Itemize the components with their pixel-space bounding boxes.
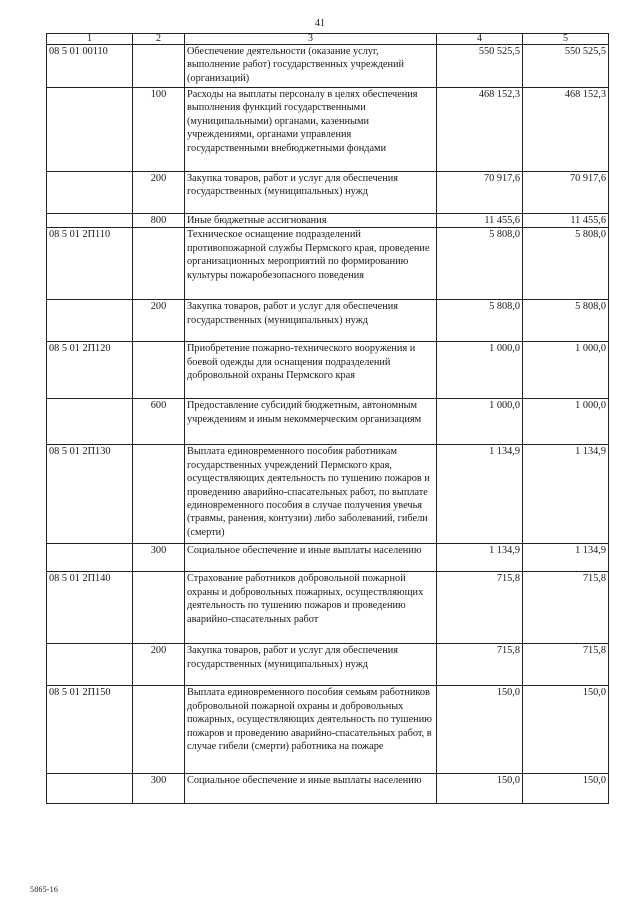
name-cell: Расходы на выплаты персоналу в целях обеспечения выполнения функций государственными (муниципальными) органами, казенными учреждениями, органами управления государственными внебюджетными фондами — [185, 88, 437, 172]
amount-cell-col4: 468 152,3 — [437, 88, 523, 172]
table-row — [47, 300, 609, 342]
expense-type-cell: 100 — [133, 88, 185, 172]
name-cell: Приобретение пожарно-технического вооружения и боевой одежды для оснащения подразделений добровольной охраны Пермского края — [185, 342, 437, 399]
expense-type-cell — [133, 45, 185, 88]
table-row — [47, 214, 609, 228]
name-cell: Закупка товаров, работ и услуг для обеспечения государственных (муниципальных) нужд — [185, 172, 437, 214]
name-cell: Страхование работников добровольной пожарной охраны и добровольных пожарных, осуществляющих деятельность по тушению пожаров и проведению аварийно-спасательных работ — [185, 572, 437, 644]
expense-type-cell: 200 — [133, 644, 185, 686]
amount-cell-col5: 11 455,6 — [523, 214, 609, 228]
name-cell: Техническое оснащение подразделений противопожарной службы Пермского края, проведение организационных мероприятий по формированию культуры пожаробезопасного поведения — [185, 228, 437, 300]
target-code-cell: 08 5 01 2П140 — [47, 572, 133, 644]
table-header — [47, 34, 609, 45]
amount-cell-col4: 715,8 — [437, 644, 523, 686]
table-row — [47, 774, 609, 804]
expense-type-cell — [133, 686, 185, 774]
name-cell: Обеспечение деятельности (оказание услуг, выполнение работ) государственных учреждений (организаций) — [185, 45, 437, 88]
amount-cell-col4: 1 134,9 — [437, 544, 523, 572]
header-row — [47, 34, 609, 45]
target-code-cell: 08 5 01 00110 — [47, 45, 133, 88]
amount-cell-col4: 5 808,0 — [437, 300, 523, 342]
target-code-cell: 08 5 01 2П150 — [47, 686, 133, 774]
table-row — [47, 544, 609, 572]
amount-cell-col5: 468 152,3 — [523, 88, 609, 172]
table-row — [47, 399, 609, 445]
expense-type-cell: 300 — [133, 544, 185, 572]
header-col-1: 1 — [47, 34, 133, 45]
table-row — [47, 572, 609, 644]
name-cell: Иные бюджетные ассигнования — [185, 214, 437, 228]
table-row — [47, 88, 609, 172]
amount-cell-col4: 550 525,5 — [437, 45, 523, 88]
name-cell: Закупка товаров, работ и услуг для обеспечения государственных (муниципальных) нужд — [185, 644, 437, 686]
expense-type-cell — [133, 228, 185, 300]
header-col-4: 4 — [437, 34, 523, 45]
name-cell: Выплата единовременного пособия работникам государственных учреждений Пермского края, осуществляющих деятельность по тушению пожаров и проведению аварийно-спасательных работ, по выплате единовременного пособия в случае получения увечья (травмы, ранения, контузии) либо заболеваний, гибели (смерти) — [185, 445, 437, 544]
name-cell: Выплата единовременного пособия семьям работников добровольной пожарной охраны и добровольных пожарных, осуществляющих деятельность по тушению пожаров и проведению аварийно-спасательных работ, в случае гибели (смерти) работника на пожаре — [185, 686, 437, 774]
expense-type-cell: 200 — [133, 172, 185, 214]
amount-cell-col4: 11 455,6 — [437, 214, 523, 228]
target-code-cell — [47, 214, 133, 228]
expense-type-cell — [133, 445, 185, 544]
table-row — [47, 686, 609, 774]
name-cell: Предоставление субсидий бюджетным, автономным учреждениям и иным некоммерческим организациям — [185, 399, 437, 445]
header-col-3: 3 — [185, 34, 437, 45]
target-code-cell — [47, 300, 133, 342]
header-col-5: 5 — [523, 34, 609, 45]
expense-type-cell: 200 — [133, 300, 185, 342]
amount-cell-col5: 550 525,5 — [523, 45, 609, 88]
target-code-cell — [47, 774, 133, 804]
target-code-cell — [47, 172, 133, 214]
page-number: 41 — [315, 18, 325, 29]
amount-cell-col5: 150,0 — [523, 686, 609, 774]
amount-cell-col5: 1 134,9 — [523, 544, 609, 572]
document-code: 5865-16 — [30, 885, 59, 894]
amount-cell-col4: 1 134,9 — [437, 445, 523, 544]
target-code-cell — [47, 544, 133, 572]
expense-type-cell — [133, 572, 185, 644]
table-row — [47, 342, 609, 399]
table-row — [47, 228, 609, 300]
expense-type-cell — [133, 342, 185, 399]
table-row — [47, 445, 609, 544]
target-code-cell: 08 5 01 2П110 — [47, 228, 133, 300]
amount-cell-col4: 1 000,0 — [437, 342, 523, 399]
target-code-cell — [47, 399, 133, 445]
target-code-cell — [47, 644, 133, 686]
amount-cell-col5: 5 808,0 — [523, 300, 609, 342]
table-row — [47, 45, 609, 88]
table-row — [47, 172, 609, 214]
amount-cell-col4: 5 808,0 — [437, 228, 523, 300]
name-cell: Закупка товаров, работ и услуг для обеспечения государственных (муниципальных) нужд — [185, 300, 437, 342]
amount-cell-col5: 715,8 — [523, 572, 609, 644]
target-code-cell: 08 5 01 2П120 — [47, 342, 133, 399]
amount-cell-col5: 1 134,9 — [523, 445, 609, 544]
target-code-cell — [47, 88, 133, 172]
amount-cell-col4: 1 000,0 — [437, 399, 523, 445]
amount-cell-col5: 1 000,0 — [523, 342, 609, 399]
amount-cell-col4: 70 917,6 — [437, 172, 523, 214]
amount-cell-col5: 5 808,0 — [523, 228, 609, 300]
header-col-2: 2 — [133, 34, 185, 45]
table-body — [47, 45, 609, 804]
amount-cell-col5: 1 000,0 — [523, 399, 609, 445]
table-row — [47, 644, 609, 686]
budget-table — [46, 33, 609, 804]
target-code-cell: 08 5 01 2П130 — [47, 445, 133, 544]
expense-type-cell: 600 — [133, 399, 185, 445]
amount-cell-col4: 715,8 — [437, 572, 523, 644]
expense-type-cell: 800 — [133, 214, 185, 228]
amount-cell-col4: 150,0 — [437, 686, 523, 774]
amount-cell-col4: 150,0 — [437, 774, 523, 804]
name-cell: Социальное обеспечение и иные выплаты населению — [185, 774, 437, 804]
name-cell: Социальное обеспечение и иные выплаты населению — [185, 544, 437, 572]
amount-cell-col5: 70 917,6 — [523, 172, 609, 214]
expense-type-cell: 300 — [133, 774, 185, 804]
amount-cell-col5: 150,0 — [523, 774, 609, 804]
amount-cell-col5: 715,8 — [523, 644, 609, 686]
